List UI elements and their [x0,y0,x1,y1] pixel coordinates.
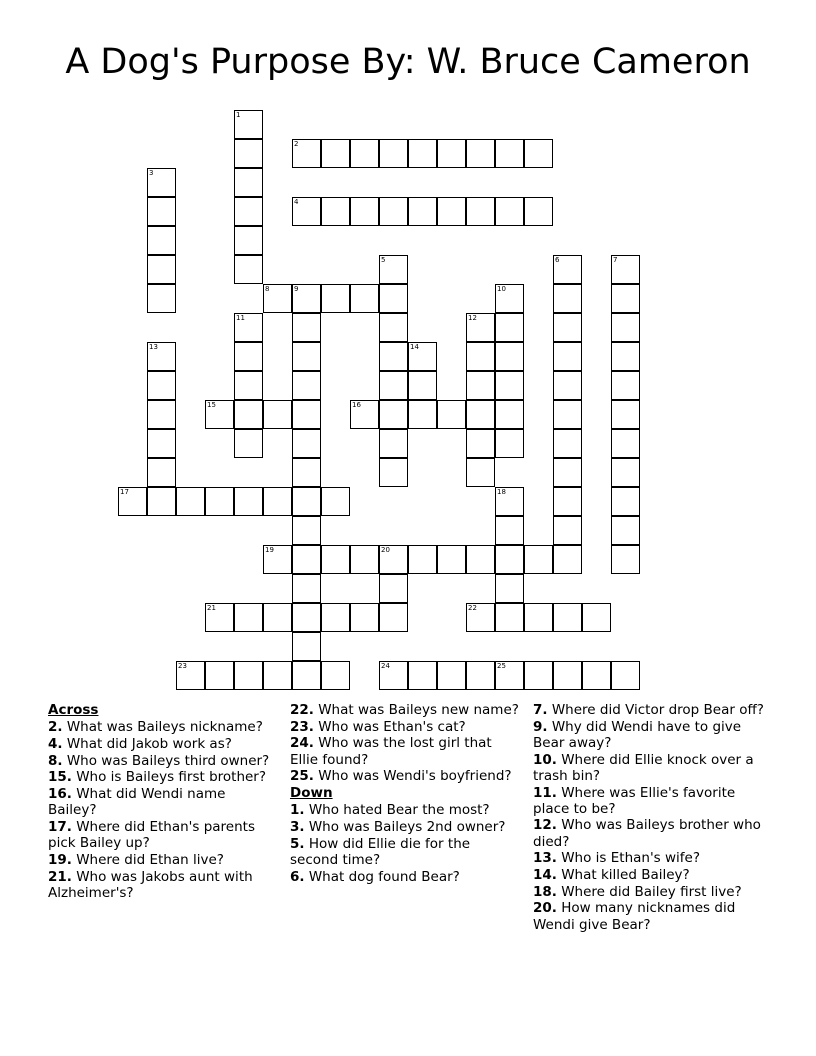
clue-number: 5. [290,835,305,852]
grid-cell[interactable] [234,168,263,197]
cell-number: 2 [294,140,299,148]
grid-cell[interactable] [321,487,350,516]
grid-cell[interactable] [611,313,640,342]
cell-number: 1 [236,111,241,119]
grid-cell[interactable] [611,458,640,487]
grid-cell[interactable] [611,255,640,284]
grid-cell[interactable] [466,342,495,371]
clue-item [290,735,520,767]
grid-cell[interactable] [234,226,263,255]
clue-number: 10. [533,751,557,768]
grid-cell[interactable] [437,197,466,226]
clue-number: 4. [48,735,63,752]
grid-cell[interactable] [582,603,611,632]
grid-cell[interactable] [495,139,524,168]
grid-cell[interactable] [350,197,379,226]
grid-cell[interactable] [466,400,495,429]
clue-item [533,884,773,900]
grid-cell[interactable] [292,632,321,661]
clue-item [48,786,278,818]
grid-cell[interactable] [524,197,553,226]
grid-cell[interactable] [495,284,524,313]
grid-cell[interactable] [350,545,379,574]
grid-cell[interactable] [408,197,437,226]
grid-cell[interactable] [147,487,176,516]
clue-item [290,702,520,718]
grid-cell[interactable] [611,371,640,400]
grid-cell[interactable] [553,371,582,400]
grid-cell[interactable] [553,603,582,632]
clue-number: 23. [290,718,314,735]
grid-cell[interactable] [205,661,234,690]
clues-column-3 [533,702,773,933]
clue-number: 22. [290,702,314,718]
grid-cell[interactable] [466,661,495,690]
grid-cell[interactable] [118,487,147,516]
grid-cell[interactable] [292,603,321,632]
grid-cell[interactable] [524,661,553,690]
clue-text: Who is Ethan's wife? [556,850,701,867]
grid-cell[interactable] [350,284,379,313]
clue-text: Who hated Bear the most? [304,802,490,819]
clue-number: 12. [533,817,557,834]
grid-cell[interactable] [495,574,524,603]
clue-number: 7. [533,702,548,718]
clue-text: What did Wendi name Bailey? [48,786,226,819]
grid-cell[interactable] [147,226,176,255]
grid-cell[interactable] [292,516,321,545]
grid-cell[interactable] [292,371,321,400]
grid-cell[interactable] [611,400,640,429]
grid-cell[interactable] [292,574,321,603]
clue-item [290,836,520,868]
grid-cell[interactable] [147,342,176,371]
clue-item [290,768,520,784]
grid-cell[interactable] [437,139,466,168]
clue-text: Where was Ellie's favorite place to be? [533,784,736,817]
cell-number: 5 [381,256,386,264]
grid-cell[interactable] [553,487,582,516]
clue-number: 6. [290,868,305,885]
grid-cell[interactable] [292,545,321,574]
clue-number: 13. [533,850,557,867]
grid-cell[interactable] [495,371,524,400]
clue-item [48,852,278,868]
grid-cell[interactable] [437,400,466,429]
clue-item [533,867,773,883]
grid-cell[interactable] [553,342,582,371]
clue-text: Where did Ethan live? [71,851,224,868]
grid-cell[interactable] [292,661,321,690]
cell-number: 22 [468,604,477,612]
clue-item [533,817,773,849]
grid-cell[interactable] [524,139,553,168]
grid-cell[interactable] [321,139,350,168]
grid-cell[interactable] [234,487,263,516]
clue-item [533,850,773,866]
clue-item [290,869,520,885]
grid-cell[interactable] [524,603,553,632]
grid-cell[interactable] [524,545,553,574]
clue-item [533,752,773,784]
grid-cell[interactable] [205,400,234,429]
clue-item [290,802,520,818]
clue-item [533,719,773,751]
clue-number: 24. [290,735,314,752]
clue-item [533,785,773,817]
grid-cell[interactable] [292,342,321,371]
clue-number: 3. [290,818,305,835]
grid-cell[interactable] [379,313,408,342]
grid-cell[interactable] [379,574,408,603]
clue-number: 20. [533,900,557,917]
cell-number: 16 [352,401,361,409]
grid-cell[interactable] [379,342,408,371]
clue-text: Where did Bailey first live? [556,883,742,900]
clue-text: Where did Ethan's parents pick Bailey up? [48,818,255,852]
grid-cell[interactable] [292,313,321,342]
clue-number: 1. [290,802,305,819]
grid-cell[interactable] [611,429,640,458]
grid-cell[interactable] [466,545,495,574]
grid-cell[interactable] [553,255,582,284]
grid-cell[interactable] [205,487,234,516]
grid-cell[interactable] [350,139,379,168]
clue-number: 21. [48,868,72,885]
cell-number: 11 [236,314,245,322]
grid-cell[interactable] [495,197,524,226]
grid-cell[interactable] [263,661,292,690]
cell-number: 13 [149,343,158,351]
grid-cell[interactable] [263,400,292,429]
grid-cell[interactable] [234,255,263,284]
grid-cell[interactable] [234,110,263,139]
grid-cell[interactable] [234,197,263,226]
grid-cell[interactable] [147,255,176,284]
cell-number: 3 [149,169,154,177]
grid-cell[interactable] [234,139,263,168]
grid-cell[interactable] [495,313,524,342]
grid-cell[interactable] [553,458,582,487]
clue-text: Who is Baileys first brother? [71,769,267,786]
clue-item [48,819,278,851]
cell-number: 4 [294,198,299,206]
clue-number: 25. [290,768,314,785]
grid-cell[interactable] [408,139,437,168]
grid-cell[interactable] [611,487,640,516]
clue-text: Where did Ellie knock over a trash bin? [533,751,754,784]
grid-cell[interactable] [379,661,408,690]
grid-cell[interactable] [234,603,263,632]
grid-cell[interactable] [611,284,640,313]
grid-cell[interactable] [553,313,582,342]
grid-cell[interactable] [147,400,176,429]
grid-cell[interactable] [263,487,292,516]
grid-cell[interactable] [234,661,263,690]
clue-item [533,702,773,718]
clue-number: 14. [533,867,557,884]
grid-cell[interactable] [234,400,263,429]
grid-cell[interactable] [147,168,176,197]
cell-number: 21 [207,604,216,612]
cell-number: 18 [497,488,506,496]
clues-column-2 [290,702,520,885]
grid-cell[interactable] [234,371,263,400]
cell-number: 24 [381,662,390,670]
cell-number: 23 [178,662,187,670]
grid-cell[interactable] [321,545,350,574]
grid-cell[interactable] [350,603,379,632]
grid-cell[interactable] [234,429,263,458]
clue-text: What was Baileys nickname? [62,719,263,736]
grid-cell[interactable] [495,487,524,516]
grid-cell[interactable] [263,545,292,574]
clue-number: 11. [533,784,557,801]
grid-cell[interactable] [582,661,611,690]
grid-cell[interactable] [466,371,495,400]
clue-number: 16. [48,786,72,803]
grid-cell[interactable] [466,429,495,458]
page-title: A Dog's Purpose By: W. Bruce Cameron [65,42,751,82]
grid-cell[interactable] [321,284,350,313]
grid-cell[interactable] [495,661,524,690]
clue-text: How did Ellie die for the second time? [290,835,471,868]
cell-number: 19 [265,546,274,554]
grid-cell[interactable] [350,400,379,429]
clue-item [48,736,278,752]
clue-item [48,869,278,901]
grid-cell[interactable] [437,661,466,690]
clue-text: Who was the lost girl that Ellie found? [290,735,492,768]
down-heading: Down [290,785,333,802]
cell-number: 17 [120,488,129,496]
grid-cell[interactable] [553,545,582,574]
grid-cell[interactable] [553,284,582,313]
grid-cell[interactable] [437,545,466,574]
clue-number: 9. [533,718,548,735]
clue-item [533,900,773,932]
grid-cell[interactable] [611,516,640,545]
clue-number: 2. [48,719,63,736]
grid-cell[interactable] [379,429,408,458]
clue-text: Who was Wendi's boyfriend? [313,768,512,785]
cell-number: 14 [410,343,419,351]
grid-cell[interactable] [379,197,408,226]
grid-cell[interactable] [292,139,321,168]
cell-number: 9 [294,285,299,293]
grid-cell[interactable] [292,197,321,226]
clue-text: Why did Wendi have to give Bear away? [533,718,742,751]
grid-cell[interactable] [495,545,524,574]
grid-cell[interactable] [147,429,176,458]
cell-number: 15 [207,401,216,409]
grid-cell[interactable] [495,429,524,458]
grid-cell[interactable] [611,661,640,690]
grid-cell[interactable] [263,284,292,313]
clue-text: Who was Ethan's cat? [313,718,466,735]
grid-cell[interactable] [379,603,408,632]
clue-text: Who was Baileys 2nd owner? [304,818,506,835]
grid-cell[interactable] [408,400,437,429]
clue-item [48,769,278,785]
clues-column-1 [48,702,278,901]
grid-cell[interactable] [495,342,524,371]
grid-cell[interactable] [466,603,495,632]
clue-text: What was Baileys new name? [313,702,519,718]
grid-cell[interactable] [263,603,292,632]
grid-cell[interactable] [379,284,408,313]
grid-cell[interactable] [408,342,437,371]
grid-cell[interactable] [176,661,205,690]
clue-text: What killed Bailey? [556,867,690,884]
grid-cell[interactable] [553,429,582,458]
grid-cell[interactable] [495,400,524,429]
clue-item [290,719,520,735]
grid-cell[interactable] [292,458,321,487]
cell-number: 20 [381,546,390,554]
grid-cell[interactable] [321,661,350,690]
grid-cell[interactable] [466,458,495,487]
clue-text: Who was Baileys brother who died? [533,817,761,850]
grid-cell[interactable] [553,661,582,690]
grid-cell[interactable] [611,545,640,574]
clue-item [48,753,278,769]
grid-cell[interactable] [379,545,408,574]
grid-cell[interactable] [292,400,321,429]
across-heading: Across [48,702,99,718]
grid-cell[interactable] [147,371,176,400]
clue-item [290,819,520,835]
grid-cell[interactable] [234,313,263,342]
grid-cell[interactable] [292,284,321,313]
grid-cell[interactable] [408,545,437,574]
grid-cell[interactable] [495,516,524,545]
cell-number: 12 [468,314,477,322]
clue-number: 8. [48,752,63,769]
cell-number: 7 [613,256,618,264]
grid-cell[interactable] [205,603,234,632]
grid-cell[interactable] [379,458,408,487]
clue-item [48,719,278,735]
grid-cell[interactable] [321,197,350,226]
grid-cell[interactable] [495,603,524,632]
clue-text: Who was Baileys third owner? [62,752,270,769]
cell-number: 25 [497,662,506,670]
grid-cell[interactable] [466,313,495,342]
grid-cell[interactable] [466,197,495,226]
cell-number: 6 [555,256,560,264]
grid-cell[interactable] [553,400,582,429]
clue-number: 17. [48,818,72,835]
grid-cell[interactable] [147,458,176,487]
grid-cell[interactable] [176,487,205,516]
grid-cell[interactable] [408,661,437,690]
grid-cell[interactable] [466,139,495,168]
clue-text: Where did Victor drop Bear off? [547,702,764,718]
clue-text: How many nicknames did Wendi give Bear? [533,900,736,933]
grid-cell[interactable] [408,371,437,400]
cell-number: 8 [265,285,270,293]
grid-cell[interactable] [292,487,321,516]
clue-text: What did Jakob work as? [62,735,232,752]
grid-cell[interactable] [292,429,321,458]
grid-cell[interactable] [379,400,408,429]
grid-cell[interactable] [147,284,176,313]
clue-text: What dog found Bear? [304,868,460,885]
grid-cell[interactable] [379,371,408,400]
grid-cell[interactable] [553,516,582,545]
grid-cell[interactable] [147,197,176,226]
grid-cell[interactable] [234,342,263,371]
grid-cell[interactable] [321,603,350,632]
cell-number: 10 [497,285,506,293]
clue-number: 19. [48,851,72,868]
grid-cell[interactable] [611,342,640,371]
clue-text: Who was Jakobs aunt with Alzheimer's? [48,868,253,901]
grid-cell[interactable] [379,139,408,168]
clue-number: 15. [48,769,72,786]
grid-cell[interactable] [379,255,408,284]
clue-number: 18. [533,883,557,900]
